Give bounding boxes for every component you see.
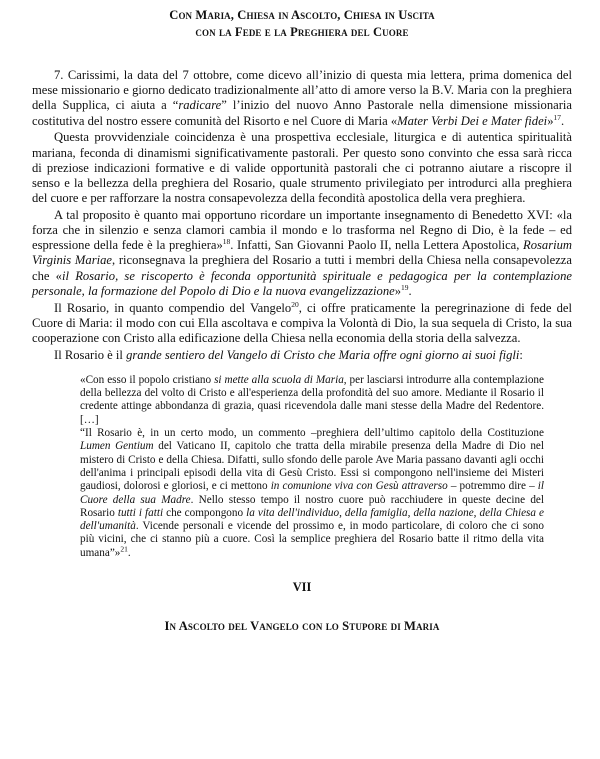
body-text — [32, 68, 572, 363]
text-run: «Con esso il popolo cristiano — [80, 373, 215, 386]
quote-paragraph-2 — [80, 427, 544, 560]
text-run: che compongono — [163, 506, 247, 519]
footnote-ref: 20 — [291, 299, 299, 309]
text-run: » — [394, 283, 402, 298]
footnote-ref: 18 — [222, 237, 231, 247]
text-run: . Vicende personali e vicende del prossimo e, in modo particolare, di coloro che ci sono più vicini, che ci stanno più a cuore. Così la semplice preghiera del Rosario batte il ritmo della vita umana”» — [80, 520, 544, 559]
block-quote — [80, 374, 544, 560]
text-run: ” l’inizio del nuovo Anno Pastorale nella dimensione missionaria costitutiva del nostro essere comunità del Risorto e nel Cuore di Maria « — [32, 98, 572, 128]
paragraph-7 — [32, 68, 572, 129]
italic-run: il Rosario, se riscoperto è feconda opportunità spirituale e pedagogica per la contemplazione personale, la formazione del Popolo di Dio e la nuova evangelizzazione — [32, 268, 572, 298]
quote-paragraph-1 — [80, 374, 544, 427]
paragraph-5 — [32, 348, 572, 363]
text-run: Il Rosario, in quanto compendio del Vangelo — [54, 300, 292, 315]
heading-line-2: con la Fede e la Preghiera del Cuore — [195, 25, 409, 39]
text-run: 7. Carissimi, la data del 7 ottobre, come dicevo all’inizio di questa mia lettera, prima domenica del mese missionario e giorno dedicato tradizionalmente all’atto di amore verso la B.V. Maria con la preghiera della Supplica, ci aiuta a “ — [32, 68, 572, 113]
text-run: . — [408, 283, 412, 298]
italic-run: tutti i fatti — [117, 506, 164, 519]
text-run: . Nello stesso tempo il nostro cuore può racchiudere in queste decine del Rosario — [80, 493, 544, 519]
text-run: “Il Rosario è, in un certo modo, un commento –preghiera dell’ultimo capitolo della Costituzione — [80, 427, 544, 440]
paragraph-2: Questa provvidenziale coincidenza è una prospettiva ecclesiale, liturgica e di autentica spiritualità mariana, feconda di dinamismi significativamente pastorali. Per questo sono convinto che essa sarà ricca di preziose indicazioni formative e di valide opportunità pastorali che ci potranno aiutare a riscopre il senso e la bellezza della preghiera del Rosario, quale strumento privilegiato per introdurci alla preghiera del cuore e per rafforzare la nostra consapevolezza della fecondità apostolica della vera preghiera. — [32, 130, 572, 206]
footnote-ref: 17 — [553, 112, 561, 122]
italic-run: radicare — [178, 98, 222, 113]
text-run: : — [519, 347, 523, 362]
text-run: Il Rosario è il — [54, 347, 127, 362]
italic-run: in comunione viva con Gesù attraverso — [270, 480, 448, 493]
text-run: A tal proposito è quanto mai opportuno ricordare un importante insegnamento di Benedetto XVI: «la forza che in silenzio e senza clamori cambia il mondo e lo trasforma nel Regno di Dio, è la fede – ed espressione della fede è la preghiera» — [32, 207, 572, 253]
paragraph-3 — [32, 208, 572, 299]
footnote-ref: 21 — [120, 543, 128, 553]
text-run: . — [127, 546, 131, 559]
italic-run: il Cuore della sua Madre — [80, 480, 544, 506]
italic-run: la vita dell'individuo, della famiglia, della nazione, della Chiesa e dell'umanità — [80, 506, 544, 533]
text-run: » — [547, 113, 554, 128]
text-run: . Infatti, San Giovanni Paolo II, nella Lettera Apostolica, — [230, 238, 524, 253]
italic-run: Rosarium Virginis Mariae — [32, 238, 573, 268]
text-run: , riconsegnava la preghiera del Rosario a tutti i membri della Chiesa nella consapevolezza che « — [32, 253, 572, 283]
section-number: VII — [292, 580, 312, 595]
section-title: In Ascolto del Vangelo con lo Stupore di Maria — [164, 619, 440, 634]
text-run: . — [560, 113, 565, 128]
text-run: – potremmo dire – — [447, 480, 538, 493]
text-run: , per lasciarsi introdurre alla contemplazione della bellezza del volto di Cristo e all'esperienza della profondità del suo amore. Mediante il Rosario il credente attinge abbondanza di grazia, quasi ricevendola dalle mani stesse della Madre del Redentore. […] — [80, 373, 544, 426]
text-run: , ci offre praticamente la peregrinazione di fede del Cuore di Maria: il modo con cui Ella ascoltava e compiva la Volontà di Dio, la sua sequela di Cristo, la sua cooperazione con Cristo alla edificazione della Chiesa nella economia della storia della salvezza. — [32, 300, 572, 345]
footnote-ref: 19 — [401, 282, 409, 292]
text-run: del Vaticano II, capitolo che tratta della mirabile presenza della Madre di Dio nel mistero di Cristo e della Chiesa. Difatti, sullo sfondo delle parole Ave Maria passano davanti agli occhi dell'anima i principali episodi della vita di Gesù Cristo. Essi si compongono nell'insieme dei Misteri gaudiosi, dolorosi e gloriosi, e ci mettono — [80, 440, 544, 493]
italic-run: Lumen Gentium — [80, 440, 154, 453]
heading-line-1: Con Maria, Chiesa in Ascolto, Chiesa in Uscita — [169, 8, 435, 22]
page-heading — [32, 0, 572, 41]
italic-run: si mette alla scuola di Maria — [214, 373, 344, 386]
italic-run: grande sentiero del Vangelo di Cristo che Maria offre ogni giorno ai suoi figli — [126, 347, 520, 362]
paragraph-4 — [32, 301, 572, 347]
italic-run: Mater Verbi Dei e Mater fidei — [397, 113, 548, 128]
